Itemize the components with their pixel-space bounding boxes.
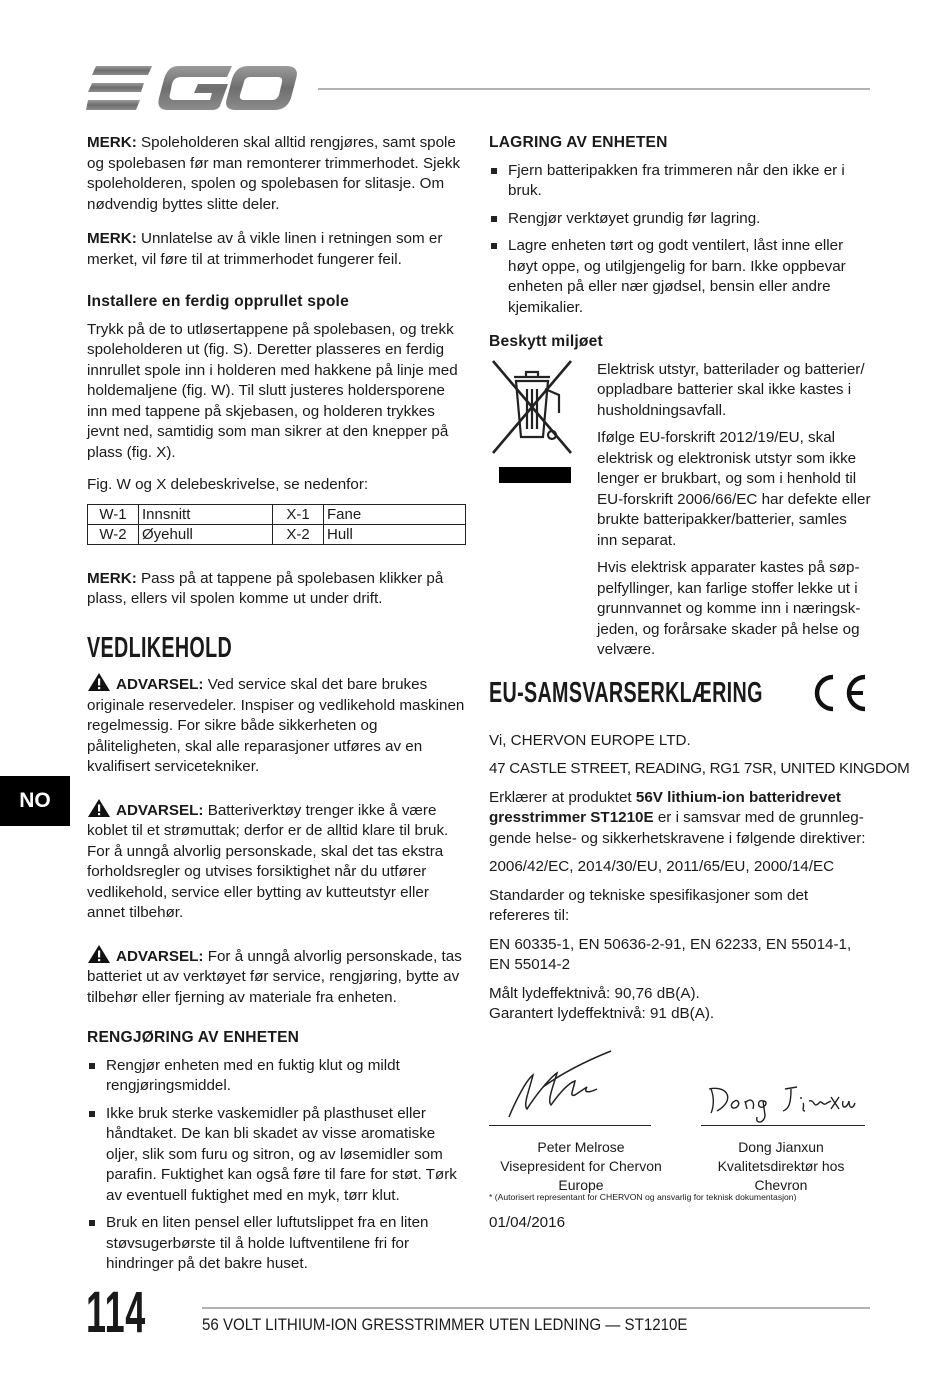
storage-heading: LAGRING AV ENHETEN xyxy=(489,134,668,151)
table-cell: W-2 xyxy=(88,524,139,544)
left-column xyxy=(87,133,467,1285)
standards-intro: Standarder og tekniske spesifikasjoner som det refereres til: xyxy=(489,886,809,924)
environment-heading: Beskytt miljøet xyxy=(489,333,603,350)
signatory-name: Peter Melrose xyxy=(537,1138,625,1155)
signatory-2 xyxy=(693,1138,869,1195)
note-text: Spoleholderen skal alltid rengjøres, samt spole og spolebasen før man remonterer trimmerhodet. Sjekk spoleholderen, spolen og spolebasen for slitasje. Om nødvendig byttes slitte deler. xyxy=(87,134,461,213)
warning-paragraph xyxy=(87,798,467,924)
table-cell: W-1 xyxy=(88,504,139,524)
list-item: Fjern batteripakken fra trimmeren når den ikke er i bruk. xyxy=(489,161,871,202)
declaration-lead: Erklærer at produktet xyxy=(489,788,636,806)
environment-paragraph: Elektrisk utstyr, batterilader og batterier/ oppladbare batterier skal ikke kastes i husholdningsavfall. xyxy=(597,360,865,419)
signatory-title: Visepresident for Chervon Europe xyxy=(500,1157,662,1193)
warning-text: Ved service skal det bare brukes originale reservedeler. Inspiser og vedlikehold maskinen regelmessig. For sikre både sikkerheten og påliteligheten, skal alle reparasjoner utføres av en kvalifisert servicetekniker. xyxy=(87,676,465,775)
signature-line xyxy=(701,1125,865,1126)
note-text: Unnlatelse av å vikle linen i retningen som er merket, vil føre til at trimmerhodet fungerer feil. xyxy=(87,230,443,268)
crossed-bin-icon xyxy=(489,357,575,487)
warning-text: Batteriverktøy trenger ikke å være koblet til et strømuttak; derfor er de alltid klare til bruk. For å unngå alvorlig personskade, skal det tas ekstra forholdsregler og utvises forsiktighet når du utfører vedlikehold, service eller bytting av kutteutstyr eller annet tilbehør. xyxy=(87,801,449,921)
table-cell: Øyehull xyxy=(139,524,273,544)
eu-heading-row xyxy=(489,675,871,721)
measured-sound-level: Målt lydeffektnivå: 90,76 dB(A). xyxy=(489,984,700,1002)
signatory-1 xyxy=(489,1138,673,1195)
footer-rule xyxy=(202,1307,870,1309)
warning-icon xyxy=(87,944,111,964)
warning-label: ADVARSEL: xyxy=(116,676,204,693)
warning-text: For å unngå alvorlig personskade, tas batteriet ut av verktøyet før service, rengjøring, bytte av tilbehør eller fjerning av materiale fra enheten. xyxy=(87,947,462,1006)
table-row xyxy=(88,524,466,544)
ego-logo xyxy=(86,64,298,112)
right-column xyxy=(489,133,910,1245)
note-label: MERK: xyxy=(87,230,137,247)
product-name: 56V lithium-ion batteridrevet gresstrimmer ST1210E xyxy=(489,788,841,826)
table-cell: Hull xyxy=(324,524,466,544)
list-item: Rengjør enheten med en fuktig klut og mildt rengjøringsmiddel. xyxy=(87,1056,467,1097)
storage-list xyxy=(489,161,871,319)
install-text: Trykk på de to utløsertappene på spolebasen, og trekk spoleholderen ut (fig. S). Deretter plasseres en ferdig innrullet spole inn i holderen med hakkene på linje med holdemaljene (fig. W). Til slutt justeres holdersporene inn med tappene på skjebasen, og holderen trykkes jevnt ned, samtidig som man sikrer at den knepper på plass (fig. X). xyxy=(87,320,458,461)
figure-caption: Fig. W og X delebeskrivelse, se nedenfor: xyxy=(87,476,369,493)
declaration-tail: er i samsvar med de grunnleg-gende helse- og sikkerhetskravene i følgende direktiver: xyxy=(489,809,866,847)
note-text: Pass på at tappene på spolebasen klikker på plass, ellers vil spolen komme ut under drift. xyxy=(87,569,444,607)
warning-icon xyxy=(87,672,111,692)
environment-paragraph: Ifølge EU-forskrift 2012/19/EU, skal elektrisk og elektronisk utstyr som ikke lenger er brukbart, og som i henhold til EU-forskrift 2006/66/EC har defekte eller brukte batteripakker/batterier, samles inn separat. xyxy=(597,429,871,549)
footer-title: 56 VOLT LITHIUM-ION GRESSTRIMMER UTEN LEDNING — ST1210E xyxy=(202,1316,688,1334)
signatory-name: Dong Jianxun xyxy=(738,1138,824,1155)
maintenance-heading: VEDLIKEHOLD xyxy=(87,631,233,664)
signature-jianxun xyxy=(705,1079,861,1129)
note-paragraph xyxy=(87,569,467,610)
table-row xyxy=(88,504,466,524)
warning-label: ADVARSEL: xyxy=(116,947,204,965)
signature-melrose xyxy=(503,1047,613,1123)
list-item: Ikke bruk sterke vaskemidler på plasthuset eller håndtaket. De kan bli skadet av visse aromatiske oljer, slik som furu og sitron, og av løsemidler som parafin. Fuktighet kan også føre til fare for støt. Tørk av eventuell fuktighet med en myk, tørr klut. xyxy=(87,1104,467,1207)
environment-paragraph: Hvis elektrisk apparater kastes på søp-pelfyllinger, kan farlige stoffer lekke ut i grunnvannet og komme inn i næringsk-jeden, og forårsake skader på helse og velvære. xyxy=(597,559,861,658)
note-paragraph xyxy=(87,133,467,215)
list-item: Bruk en liten pensel eller luftutslippet fra en liten støvsugerbørste til å holde luftventilene fri for hindringer på det bakre huset. xyxy=(87,1213,467,1275)
table-cell: X-1 xyxy=(273,504,324,524)
cleaning-list xyxy=(87,1056,467,1275)
warning-icon xyxy=(87,798,111,818)
note-label: MERK: xyxy=(87,569,137,587)
environment-text xyxy=(597,360,871,661)
table-cell: Innsnitt xyxy=(139,504,273,524)
warning-label: ADVARSEL: xyxy=(116,801,204,819)
table-cell: X-2 xyxy=(273,524,324,544)
header-rule xyxy=(318,88,870,90)
list-item: Rengjør verktøyet grundig før lagring. xyxy=(489,209,871,230)
parts-table xyxy=(87,504,466,545)
ce-mark-icon xyxy=(809,673,869,713)
guaranteed-sound-level: Garantert lydeffektnivå: 91 dB(A). xyxy=(489,1005,715,1022)
company-address: 47 CASTLE STREET, READING, RG1 7SR, UNITED KINGDOM xyxy=(489,760,910,777)
note-paragraph xyxy=(87,229,467,270)
footnote: * (Autorisert representant for CHERVON og ansvarlig for teknisk dokumentasjon) xyxy=(489,1191,797,1202)
cleaning-heading: RENGJØRING AV ENHETEN xyxy=(87,1029,300,1046)
signatory-title: Kvalitetsdirektør hos Chevron xyxy=(717,1157,845,1193)
declaration-text xyxy=(489,788,871,850)
language-tab: NO xyxy=(0,776,70,826)
table-cell: Fane xyxy=(324,504,466,524)
warning-paragraph xyxy=(87,672,467,778)
warning-paragraph xyxy=(87,944,467,1009)
declaration-date: 01/04/2016 xyxy=(489,1213,566,1231)
page-number: 114 xyxy=(86,1280,146,1345)
directives: 2006/42/EC, 2014/30/EU, 2011/65/EU, 2000/14/EC xyxy=(489,858,835,875)
note-label: MERK: xyxy=(87,134,137,151)
eu-heading: EU-SAMSVARSERKLÆRING xyxy=(489,676,763,709)
standards-list: EN 60335-1, EN 50636-2-91, EN 62233, EN 55014-1, EN 55014-2 xyxy=(489,935,852,973)
environment-section xyxy=(489,332,871,661)
signature-area xyxy=(489,1055,871,1215)
company-name: Vi, CHERVON EUROPE LTD. xyxy=(489,731,691,749)
install-heading: Installere en ferdig opprullet spole xyxy=(87,293,349,310)
signature-line xyxy=(489,1125,651,1126)
list-item: Lagre enheten tørt og godt ventilert, låst inne eller høyt oppe, og utilgjengelig for barn. Ikke oppbevar enheten på eller nær gjødsel, bensin eller andre kjemikalier. xyxy=(489,236,871,318)
